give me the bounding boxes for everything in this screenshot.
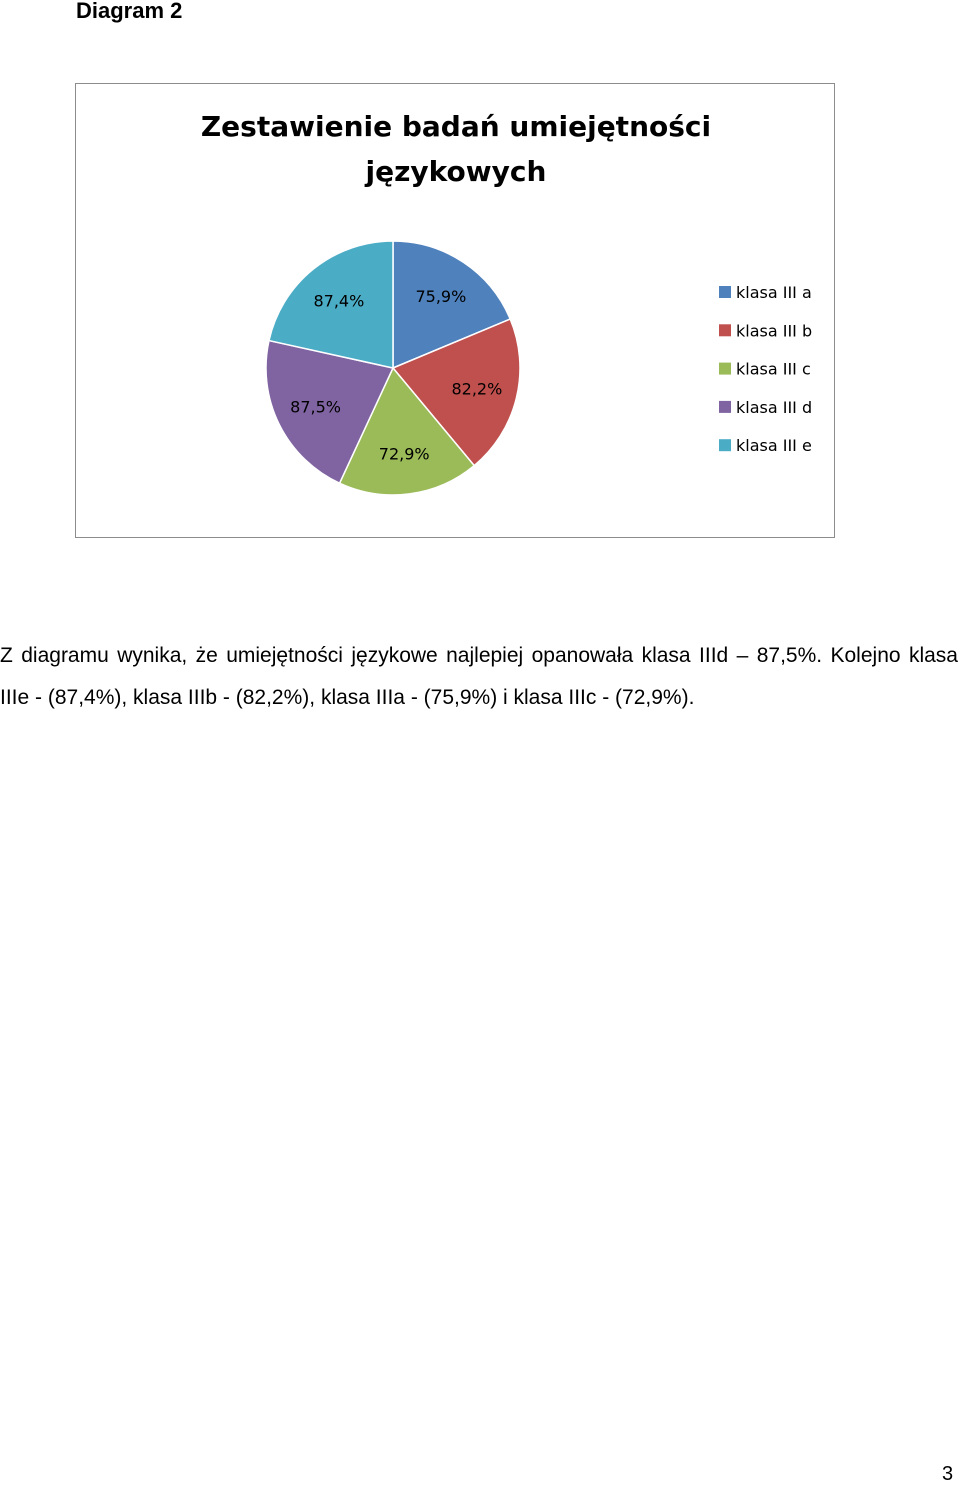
chart-legend [719,283,812,455]
legend-label-4: klasa III d [736,397,813,417]
legend-label-5: klasa III e [736,436,812,456]
pie-chart [75,83,835,538]
pie-label-2: 82,2% [451,379,503,399]
legend-label-3: klasa III c [736,359,811,379]
pie-label-1: 75,9% [415,287,467,307]
chart-title-line-2: językowych [365,155,547,188]
summary-paragraph: Z diagramu wynika, że umiejętności językowe najlepiej opanowała klasa IIId – 87,5%. Kolejno klasa IIIe - (87,4%), klasa IIIb - (82,2%), klasa IIIa - (75,9%) i klasa IIIc - (72,9%). [0,644,958,709]
legend-swatch-2 [719,324,731,336]
legend-swatch-1 [719,286,731,298]
pie-chart-canvas [76,84,836,539]
diagram-heading: Diagram 2 [76,0,183,23]
legend-swatch-5 [719,439,731,451]
pie-label-5: 87,4% [313,291,365,311]
legend-swatch-3 [719,363,731,375]
chart-title [201,110,711,188]
chart-title-line-1: Zestawienie badań umiejętności [200,110,712,143]
legend-swatch-4 [719,401,731,413]
pie-label-3: 72,9% [378,444,430,464]
pie-label-4: 87,5% [290,397,342,417]
page-number: 3 [942,1463,954,1485]
legend-label-1: klasa III a [736,283,812,302]
legend-label-2: klasa III b [736,321,813,341]
